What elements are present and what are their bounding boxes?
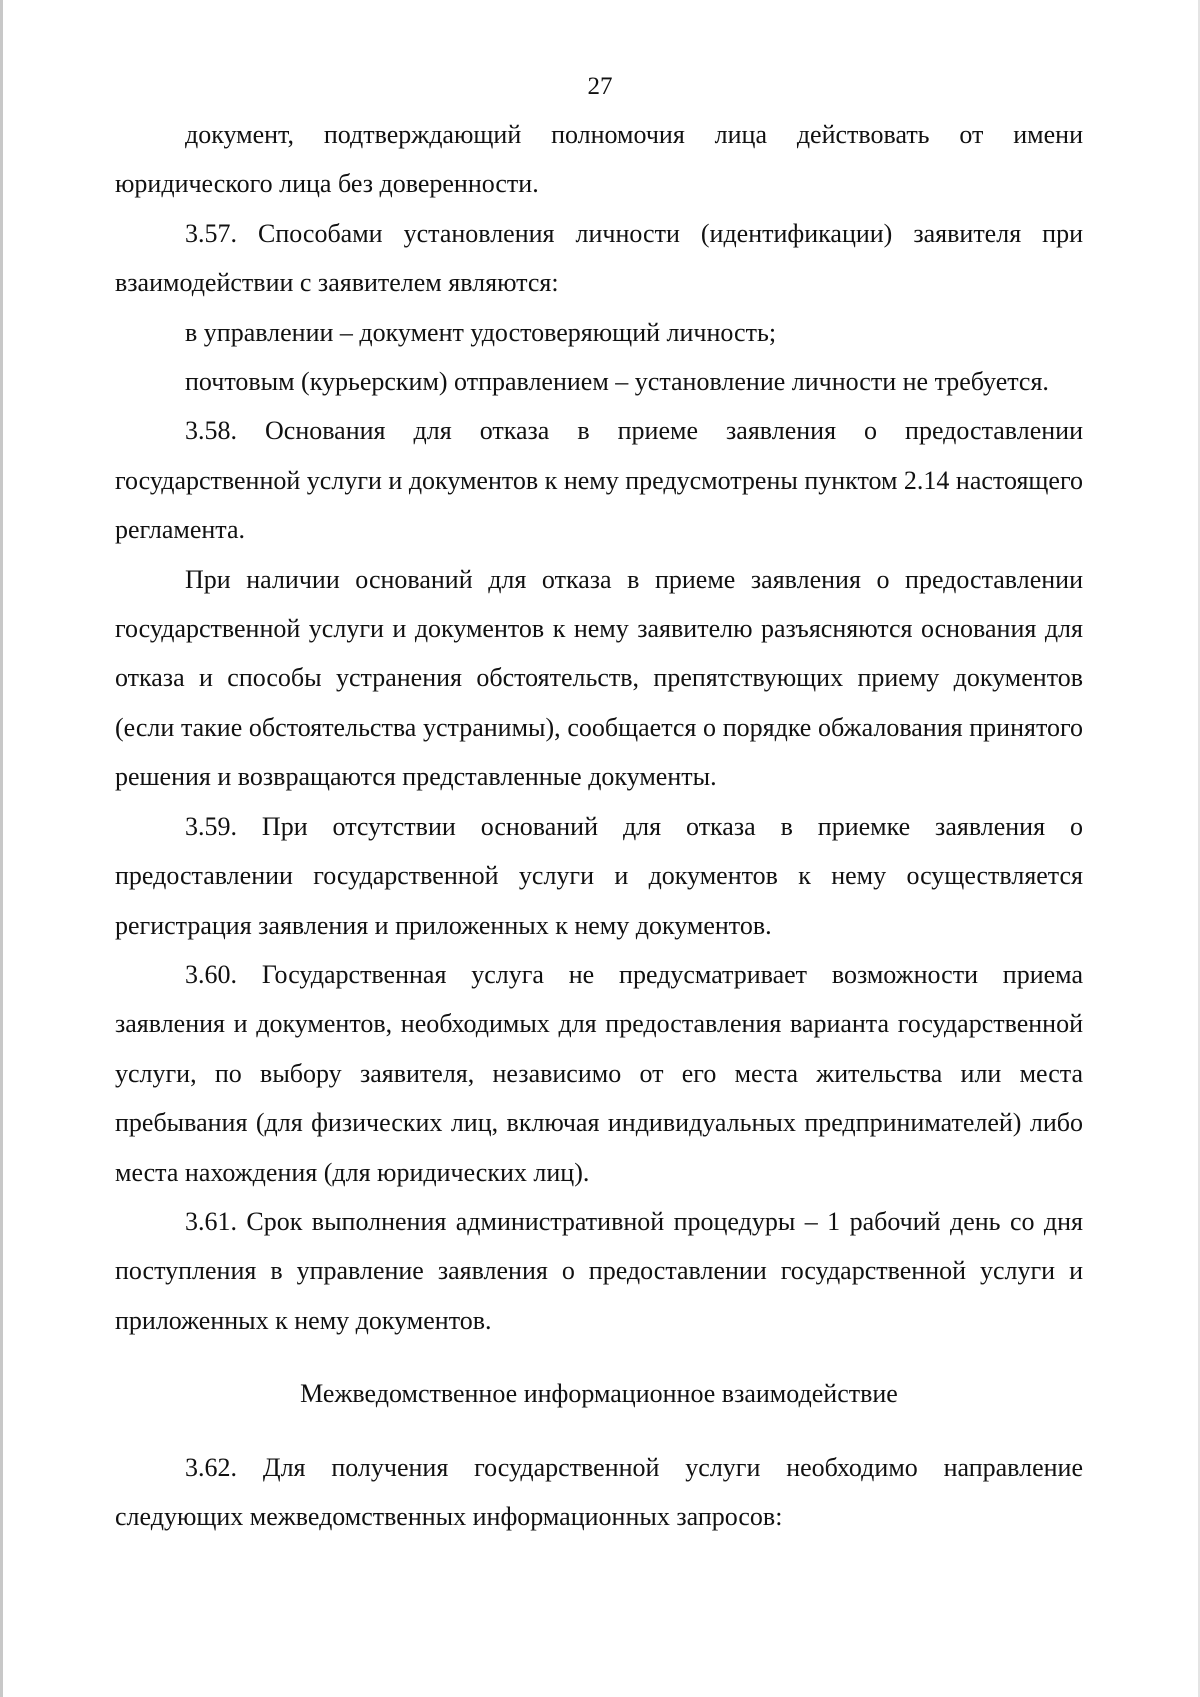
paragraph-3-62: 3.62. Для получения государственной услуги необходимо направление следующих межведомственных информационных запросов: [115, 1452, 1083, 1531]
paragraph-3-59: 3.59. При отсутствии оснований для отказа в приемке заявления о предоставлении государственной услуги и документов к нему осуществляется регистрация заявления и приложенных к нему документов. [115, 811, 1083, 940]
paragraph-continuation: документ, подтверждающий полномочия лица действовать от имени юридического лица без доверенности. [115, 120, 1083, 199]
paragraph-3-57: 3.57. Способами установления личности (идентификации) заявителя при взаимодействии с заявителем являются: [115, 218, 1083, 298]
page-number: 27 [587, 73, 613, 100]
paragraph-in-office: в управлении – документ удостоверяющий личность; [185, 317, 777, 347]
scan-edge-left [0, 0, 3, 1697]
paragraph-by-mail: почтовым (курьерским) отправлением – установление личности не требуется. [185, 367, 1049, 397]
paragraph-3-60: 3.60. Государственная услуга не предусматривает возможности приема заявления и документов, необходимых для предоставления варианта государственной услуги, по выбору заявителя, независимо от его места жительства или места пребывания (для физических лиц, включая индивидуальных предпринимателей) либо места нахождения (для юридических лиц). [115, 959, 1083, 1187]
paragraph-3-61: 3.61. Срок выполнения административной процедуры – 1 рабочий день со дня поступления в управление заявления о предоставлении государственной услуги и приложенных к нему документов. [115, 1206, 1083, 1335]
paragraph-refusal-grounds: При наличии оснований для отказа в приеме заявления о предоставлении государственной услуги и документов к нему заявителю разъясняются основания для отказа и способы устранения обстоятельств, препятствующих приему документов (если такие обстоятельства устранимы), сообщается о порядке обжалования принятого решения и возвращаются представленные документы. [115, 564, 1083, 792]
document-body [115, 110, 1083, 1541]
paragraph-3-58: 3.58. Основания для отказа в приеме заявления о предоставлении государственной услуги и документов к нему предусмотрены пунктом 2.14 настоящего регламента. [115, 416, 1083, 545]
section-heading: Межведомственное информационное взаимодействие [300, 1379, 898, 1409]
